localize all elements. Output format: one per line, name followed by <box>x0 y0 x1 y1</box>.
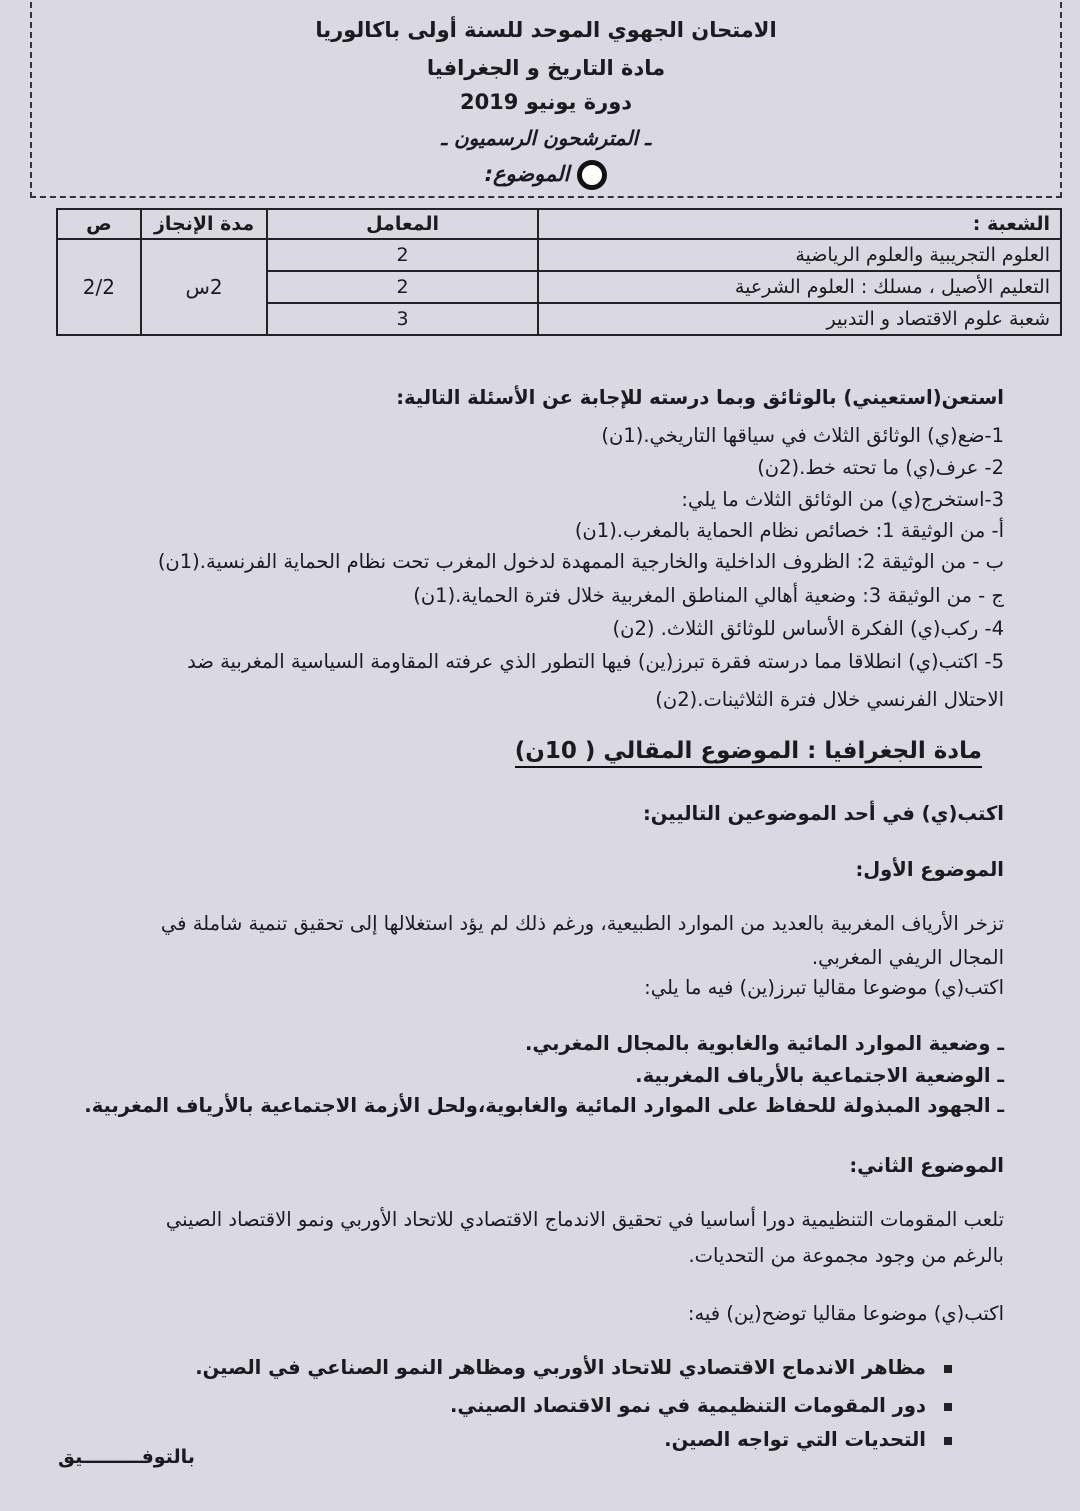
topic2-point-text: التحديات التي تواجه الصين. <box>664 1428 926 1451</box>
question-3: 3-استخرج(ي) من الوثائق الثلاث ما يلي: <box>681 488 1004 511</box>
topic1-text-line1: تزخر الأرياف المغربية بالعديد من الموارد الطبيعية، ورغم ذلك لم يؤد استغلالها إلى تحقيق تنمية شاملة في <box>160 912 1004 935</box>
duration-header: مدة الإنجاز <box>141 209 268 239</box>
topic1-text-line2: المجال الريفي المغربي. <box>811 946 1004 969</box>
circle-bullet-icon <box>577 160 607 190</box>
question-3b: ب - من الوثيقة 2: الظروف الداخلية والخارجية الممهدة لدخول المغرب تحت نظام الحماية الفرنسية.(1ن) <box>157 550 1004 573</box>
page-header: ص <box>57 209 141 239</box>
question-3c: ج - من الوثيقة 3: وضعية أهالي المناطق المغربية خلال فترة الحماية.(1ن) <box>413 584 1004 607</box>
square-bullet-icon <box>944 1365 952 1373</box>
session-title: دورة يونيو 2019 <box>459 90 633 114</box>
topic1-task: اكتب(ي) موضوعا مقاليا تبرز(ين) فيه ما يلي: <box>644 976 1004 999</box>
page-cell: 2/2 <box>57 239 141 335</box>
geography-instruction: اكتب(ي) في أحد الموضوعين التاليين: <box>642 802 1004 825</box>
question-5-line2: الاحتلال الفرنسي خلال فترة الثلاثينات.(2ن) <box>655 688 1004 711</box>
topic1-heading: الموضوع الأول: <box>855 858 1004 881</box>
closing-wish: بالتوفـــــــــيق <box>58 1446 195 1468</box>
topic1-point: ـ وضعية الموارد المائية والغابوية بالمجال المغربي. <box>524 1032 1004 1055</box>
topic2-text-line1: تلعب المقومات التنظيمية دورا أساسيا في تحقيق الاندماج الاقتصادي للاتحاد الأوربي ونمو الاقتصاد الصيني <box>165 1208 1004 1231</box>
coef-header: المعامل <box>267 209 537 239</box>
exam-info-table <box>56 208 1062 336</box>
topic-label-row <box>32 160 1060 190</box>
question-4: 4- ركب(ي) الفكرة الأساس للوثائق الثلاث. (2ن) <box>612 617 1004 640</box>
duration-cell: 2س <box>141 239 268 335</box>
topic2-text-line2: بالرغم من وجود مجموعة من التحديات. <box>688 1244 1004 1267</box>
coef-cell: 2 <box>267 239 537 271</box>
topic2-point <box>664 1428 952 1451</box>
topic2-task: اكتب(ي) موضوعا مقاليا توضح(ين) فيه: <box>687 1302 1004 1325</box>
square-bullet-icon <box>944 1437 952 1445</box>
exam-title: الامتحان الجهوي الموحد للسنة أولى باكالوريا <box>315 18 777 42</box>
branch-header: الشعبة : <box>538 209 1061 239</box>
topic1-point: ـ الجهود المبذولة للحفاظ على الموارد المائية والغابوية،ولحل الأزمة الاجتماعية بالأرياف المغربية. <box>84 1094 1004 1117</box>
square-bullet-icon <box>944 1403 952 1411</box>
topic-label: الموضوع: <box>484 162 570 186</box>
coef-cell: 2 <box>267 271 537 303</box>
topic2-point-text: مظاهر الاندماج الاقتصادي للاتحاد الأوربي ومظاهر النمو الصناعي في الصين. <box>195 1356 926 1379</box>
exam-header <box>30 2 1062 198</box>
question-3a: أ- من الوثيقة 1: خصائص نظام الحماية بالمغرب.(1ن) <box>574 519 1004 542</box>
branch-cell: التعليم الأصيل ، مسلك : العلوم الشرعية <box>538 271 1061 303</box>
coef-cell: 3 <box>267 303 537 335</box>
topic1-point: ـ الوضعية الاجتماعية بالأرياف المغربية. <box>635 1064 1004 1087</box>
geography-title: مادة الجغرافيا : الموضوع المقالي ( 10ن) <box>515 738 982 768</box>
history-intro: استعن(استعيني) بالوثائق وبما درسته للإجابة عن الأسئلة التالية: <box>396 386 1004 409</box>
question-2: 2- عرف(ي) ما تحته خط.(2ن) <box>757 456 1004 479</box>
topic2-point-text: دور المقومات التنظيمية في نمو الاقتصاد الصيني. <box>449 1394 926 1417</box>
candidates-label: ـ المترشحون الرسميون ـ <box>441 126 651 150</box>
topic2-point <box>195 1356 952 1379</box>
question-5-line1: 5- اكتب(ي) انطلاقا مما درسته فقرة تبرز(ين) فيها التطور الذي عرفته المقاومة السياسية المغربية ضد <box>187 650 1004 673</box>
question-1: 1-ضع(ي) الوثائق الثلاث في سياقها التاريخي.(1ن) <box>601 424 1004 447</box>
subject-title: مادة التاريخ و الجغرافيا <box>426 56 666 80</box>
branch-cell: العلوم التجريبية والعلوم الرياضية <box>538 239 1061 271</box>
table-row <box>57 239 1061 271</box>
topic2-point <box>450 1394 952 1417</box>
topic2-heading: الموضوع الثاني: <box>849 1154 1004 1177</box>
branch-cell: شعبة علوم الاقتصاد و التدبير <box>538 303 1061 335</box>
